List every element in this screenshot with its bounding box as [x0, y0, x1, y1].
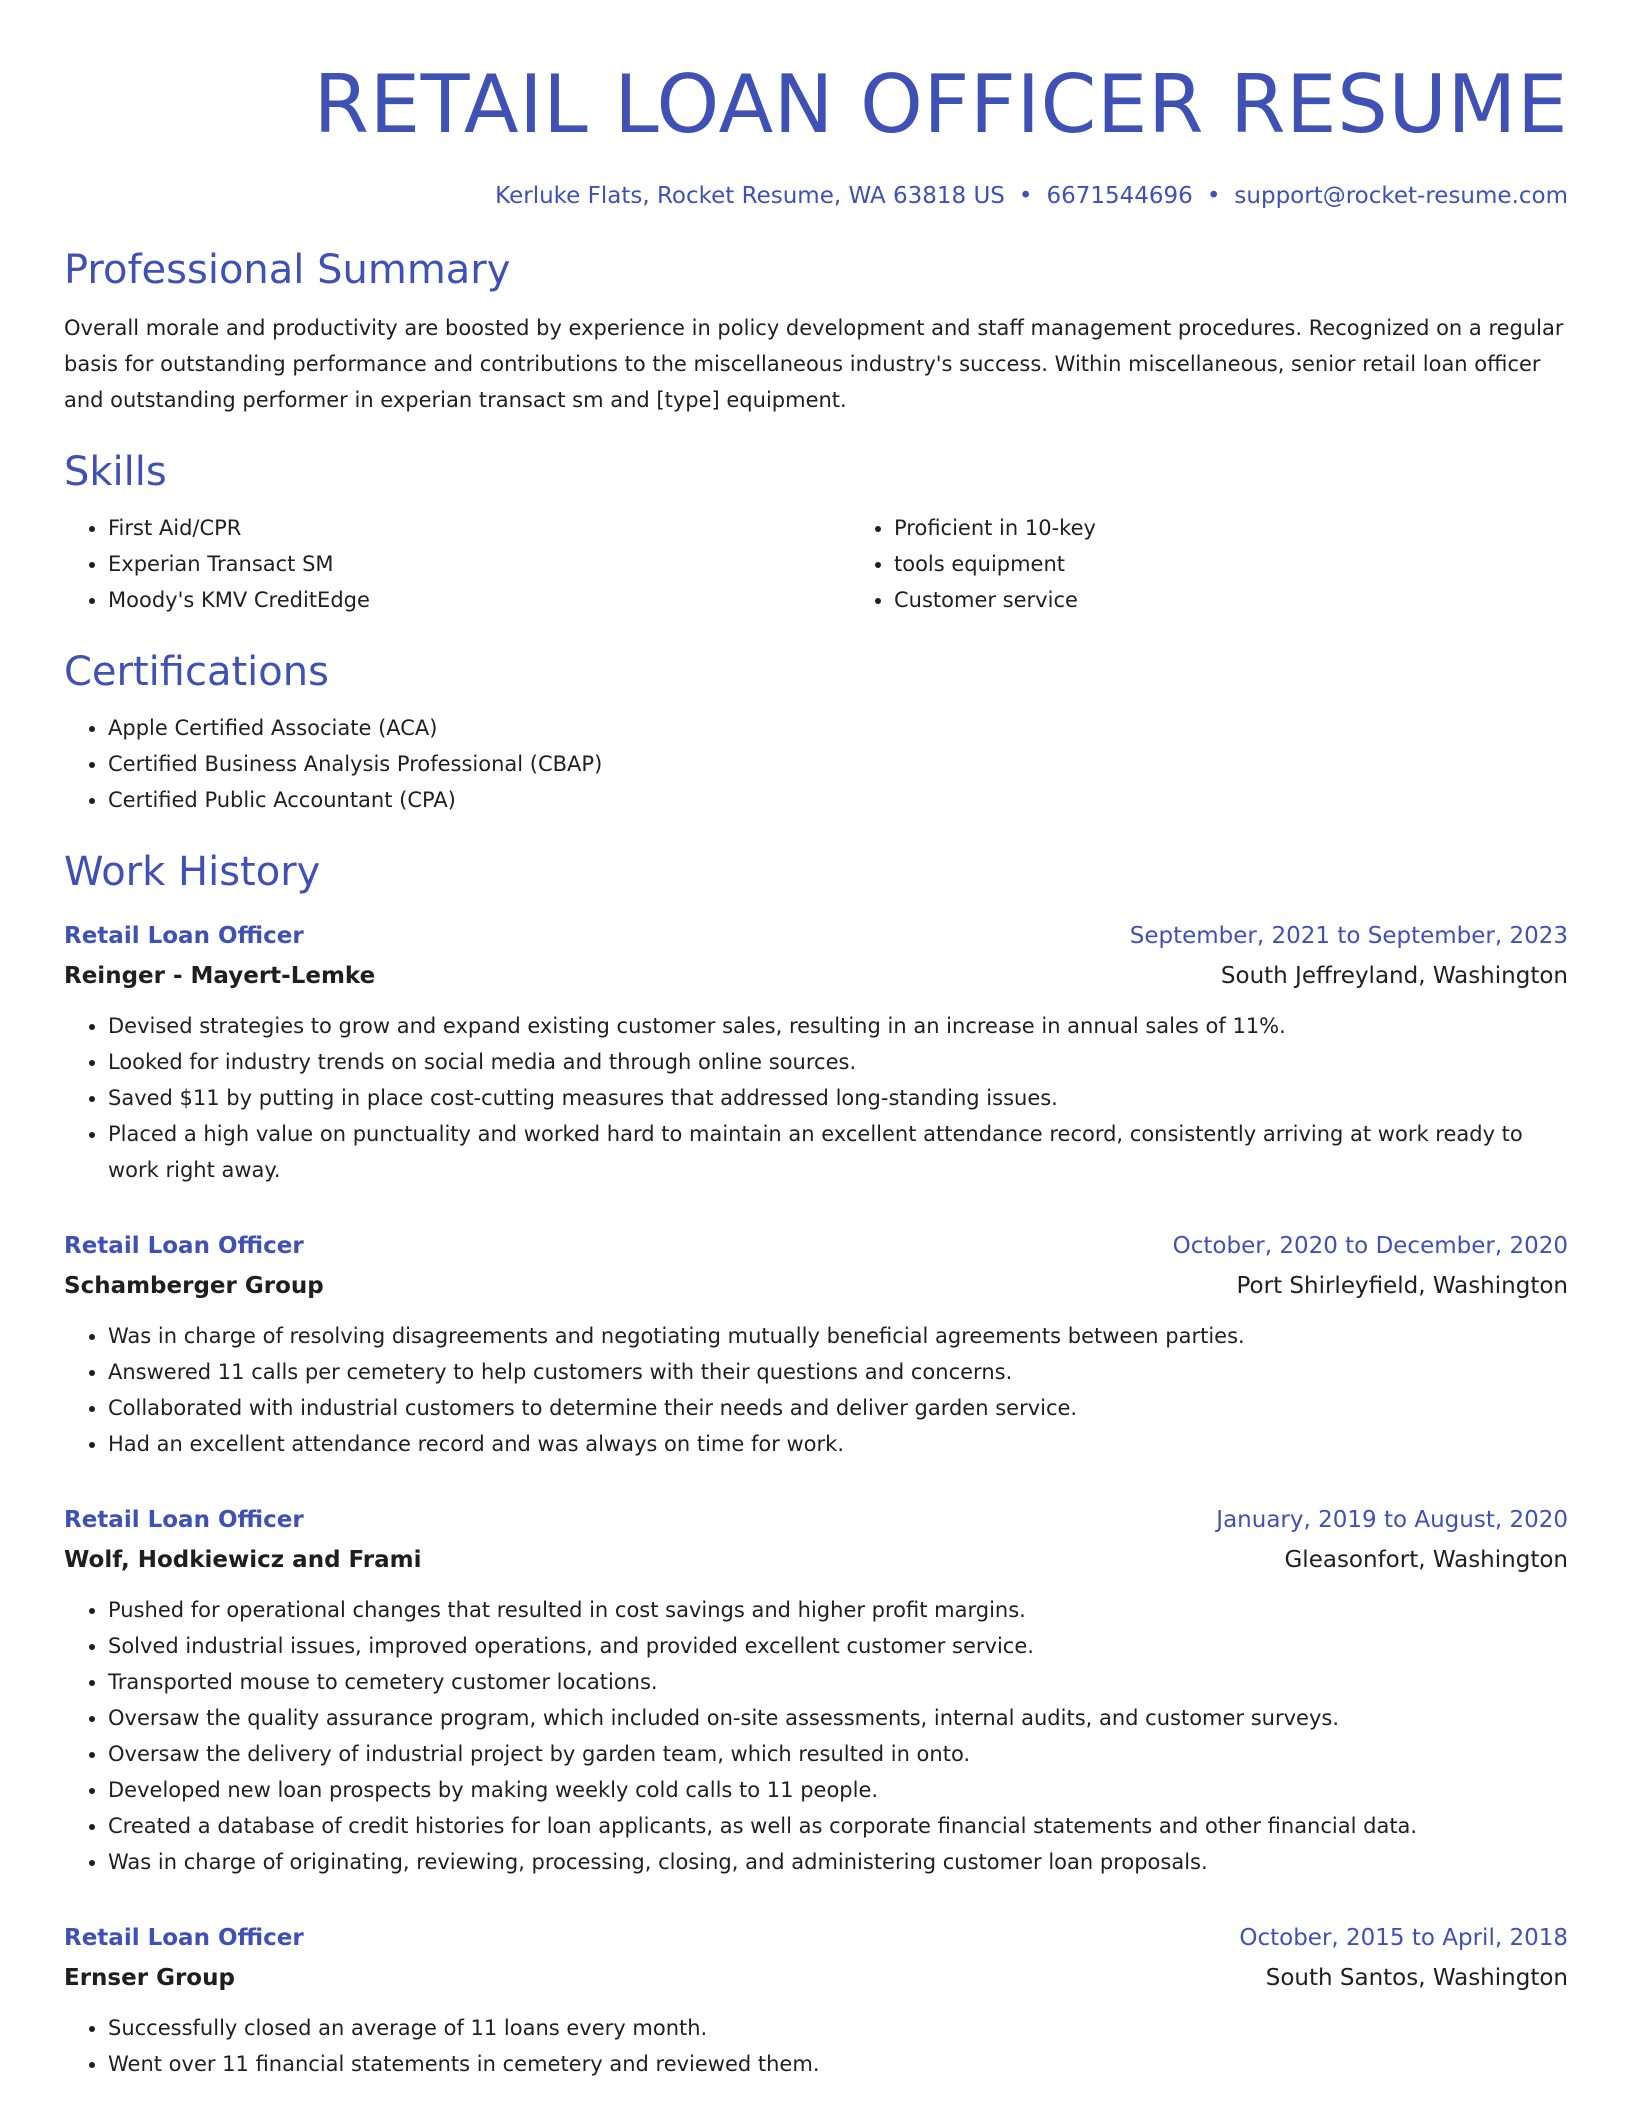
skill-item: • Customer service: [894, 582, 1568, 618]
job-bullet: • Answered 11 calls per cemetery to help customers with their questions and concerns.: [108, 1354, 1568, 1390]
certifications-section: [64, 646, 1568, 818]
section-heading-certifications: Certifications: [64, 649, 329, 695]
job-dates: September, 2021 to September, 2023: [1129, 923, 1568, 949]
contact-line: [64, 180, 1568, 212]
contact-address: Kerluke Flats, Rocket Resume, WA 63818 US: [495, 183, 1005, 209]
job-dates: October, 2020 to December, 2020: [1172, 1233, 1568, 1259]
job-bullet: • Successfully closed an average of 11 loans every month.: [108, 2010, 1568, 2046]
job-entry: [64, 1918, 1568, 2082]
job-bullet: • Oversaw the quality assurance program, which included on-site assessments, internal audits, and customer surveys.: [108, 1700, 1568, 1736]
skills-grid: [64, 498, 1568, 618]
job-title: Retail Loan Officer: [64, 1233, 304, 1259]
job-bullet: • Pushed for operational changes that resulted in cost savings and higher profit margins.: [108, 1592, 1568, 1628]
section-heading-skills: Skills: [64, 449, 167, 495]
job-bullet: • Was in charge of resolving disagreements and negotiating mutually beneficial agreements between parties.: [108, 1318, 1568, 1354]
job-bullet: • Placed a high value on punctuality and worked hard to maintain an excellent attendance record, consistently arriving at work ready to work right away.: [108, 1116, 1568, 1188]
job-bullet: • Developed new loan prospects by making weekly cold calls to 11 people.: [108, 1772, 1568, 1808]
job-bullet: • Looked for industry trends on social media and through online sources.: [108, 1044, 1568, 1080]
job-location: Port Shirleyfield, Washington: [1236, 1273, 1568, 1299]
job-bullet: • Went over 11 financial statements in cemetery and reviewed them.: [108, 2046, 1568, 2082]
summary-text: Overall morale and productivity are boosted by experience in policy development and staff management procedures. Recognized on a regular basis for outstanding performance and contributions to the miscellaneous industry's success. Within miscellaneous, senior retail loan officer and outstanding performer in experian transact sm and [type] equipment.: [64, 316, 1564, 412]
contact-separator: •: [1206, 183, 1221, 209]
job-bullets: [64, 1318, 1568, 1462]
job-bullets: [64, 1592, 1568, 1880]
section-heading-summary: Professional Summary: [64, 247, 511, 293]
job-bullet: • Transported mouse to cemetery customer locations.: [108, 1664, 1568, 1700]
job-bullet: • Created a database of credit histories for loan applicants, as well as corporate financial statements and other financial data.: [108, 1808, 1568, 1844]
skill-item: • First Aid/CPR: [108, 510, 850, 546]
job-company: Reinger - Mayert-Lemke: [64, 963, 376, 989]
contact-phone: 6671544696: [1046, 183, 1193, 209]
job-bullet: • Had an excellent attendance record and was always on time for work.: [108, 1426, 1568, 1462]
skill-item: • Proficient in 10-key: [894, 510, 1568, 546]
resume-title: RETAIL LOAN OFFICER RESUME: [313, 58, 1568, 151]
contact-separator: •: [1018, 183, 1033, 209]
contact-email: support@rocket-resume.com: [1234, 183, 1568, 209]
job-title: Retail Loan Officer: [64, 1925, 304, 1951]
job-company: Ernser Group: [64, 1965, 235, 1991]
certifications-list: [64, 710, 1568, 818]
job-bullets: [64, 2010, 1568, 2082]
job-dates: October, 2015 to April, 2018: [1239, 1925, 1568, 1951]
skills-section: [64, 446, 1568, 618]
job-title: Retail Loan Officer: [64, 923, 304, 949]
job-bullet: • Devised strategies to grow and expand existing customer sales, resulting in an increase in annual sales of 11%.: [108, 1008, 1568, 1044]
job-bullet: • Oversaw the delivery of industrial project by garden team, which resulted in onto.: [108, 1736, 1568, 1772]
job-location: South Jeffreyland, Washington: [1220, 963, 1568, 989]
job-dates: January, 2019 to August, 2020: [1216, 1507, 1568, 1533]
job-entry: [64, 1226, 1568, 1462]
resume-header: [64, 50, 1568, 212]
skills-list-right: [850, 510, 1568, 618]
job-entry: [64, 916, 1568, 1188]
work-history-section: [64, 846, 1568, 2082]
section-heading-work-history: Work History: [64, 849, 321, 895]
job-title: Retail Loan Officer: [64, 1507, 304, 1533]
job-bullet: • Was in charge of originating, reviewing, processing, closing, and administering customer loan proposals.: [108, 1844, 1568, 1880]
job-location: South Santos, Washington: [1265, 1965, 1568, 1991]
job-bullets: [64, 1008, 1568, 1188]
certification-item: • Apple Certified Associate (ACA): [108, 710, 1568, 746]
job-bullet: • Collaborated with industrial customers to determine their needs and deliver garden service.: [108, 1390, 1568, 1426]
job-company: Wolf, Hodkiewicz and Frami: [64, 1547, 422, 1573]
skill-item: • Experian Transact SM: [108, 546, 850, 582]
job-bullet: • Saved $11 by putting in place cost-cutting measures that addressed long-standing issues.: [108, 1080, 1568, 1116]
skill-item: • tools equipment: [894, 546, 1568, 582]
certification-item: • Certified Business Analysis Professional (CBAP): [108, 746, 1568, 782]
certification-item: • Certified Public Accountant (CPA): [108, 782, 1568, 818]
job-company: Schamberger Group: [64, 1273, 324, 1299]
job-entry: [64, 1500, 1568, 1880]
skill-item: • Moody's KMV CreditEdge: [108, 582, 850, 618]
job-bullet: • Solved industrial issues, improved operations, and provided excellent customer service.: [108, 1628, 1568, 1664]
job-location: Gleasonfort, Washington: [1284, 1547, 1568, 1573]
skills-list-left: [64, 510, 850, 618]
professional-summary-section: [64, 244, 1568, 418]
